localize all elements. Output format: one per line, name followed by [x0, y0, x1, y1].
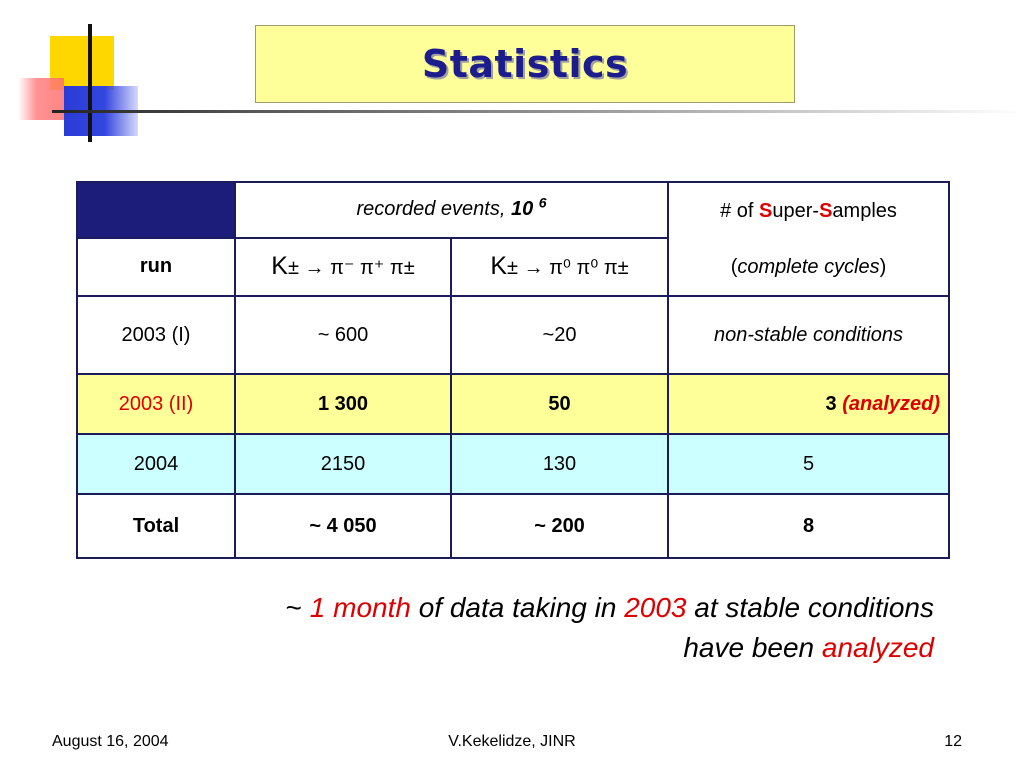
header-decay-neutral: K± → π⁰ π⁰ π± — [451, 238, 668, 296]
footer-author: V.Kekelidze, JINR — [448, 733, 576, 750]
summary-note — [286, 588, 934, 668]
run-cell: 2003 (I) — [77, 296, 235, 374]
header-run: run — [77, 238, 235, 296]
recorded-events-label: recorded events, — [356, 198, 511, 221]
samples-cell: 3 (analyzed) — [668, 374, 949, 434]
run-cell: Total — [77, 494, 235, 558]
complete-cycles-label: (complete cycles) — [730, 256, 887, 278]
statistics-table — [76, 181, 950, 559]
logo-pink-square — [18, 78, 64, 120]
header-super-samples — [668, 182, 949, 296]
decay-charged-cell: 1 300 — [235, 374, 451, 434]
slide-title: Statistics — [421, 42, 629, 86]
header-recorded-events — [235, 182, 668, 238]
analyzed-note: (analyzed) — [842, 392, 941, 415]
decay-charged-cell: 2150 — [235, 434, 451, 494]
title-box — [255, 25, 795, 103]
title-underline — [52, 110, 1024, 113]
header-dark-cell — [77, 182, 235, 238]
table-row — [77, 374, 949, 434]
decay-charged-cell: ~ 4 050 — [235, 494, 451, 558]
samples-cell: 8 — [668, 494, 949, 558]
table-row — [77, 434, 949, 494]
decay-neutral-cell: 130 — [451, 434, 668, 494]
decay-neutral-cell: ~20 — [451, 296, 668, 374]
recorded-events-exponent: 6 — [538, 194, 547, 211]
table-row-total — [77, 494, 949, 558]
footer-date: August 16, 2004 — [52, 733, 169, 750]
decay-neutral-cell: 50 — [451, 374, 668, 434]
recorded-events-base: 10 — [510, 198, 534, 221]
samples-cell: 5 — [668, 434, 949, 494]
super-samples-label: # of Super-Samples — [720, 200, 897, 222]
summary-note-line-2: have been analyzed — [683, 632, 934, 663]
decay-neutral-cell: ~ 200 — [451, 494, 668, 558]
run-cell: 2004 — [77, 434, 235, 494]
run-cell: 2003 (II) — [77, 374, 235, 434]
table-header-row-1 — [77, 182, 949, 238]
footer-page-number: 12 — [944, 733, 962, 750]
header-decay-charged: K± → π⁻ π⁺ π± — [235, 238, 451, 296]
table-row — [77, 296, 949, 374]
summary-note-line-1: ~ 1 month of data taking in 2003 at stable conditions — [285, 592, 934, 623]
samples-cell: non-stable conditions — [668, 296, 949, 374]
decay-charged-cell: ~ 600 — [235, 296, 451, 374]
logo-vertical-line — [88, 24, 92, 142]
